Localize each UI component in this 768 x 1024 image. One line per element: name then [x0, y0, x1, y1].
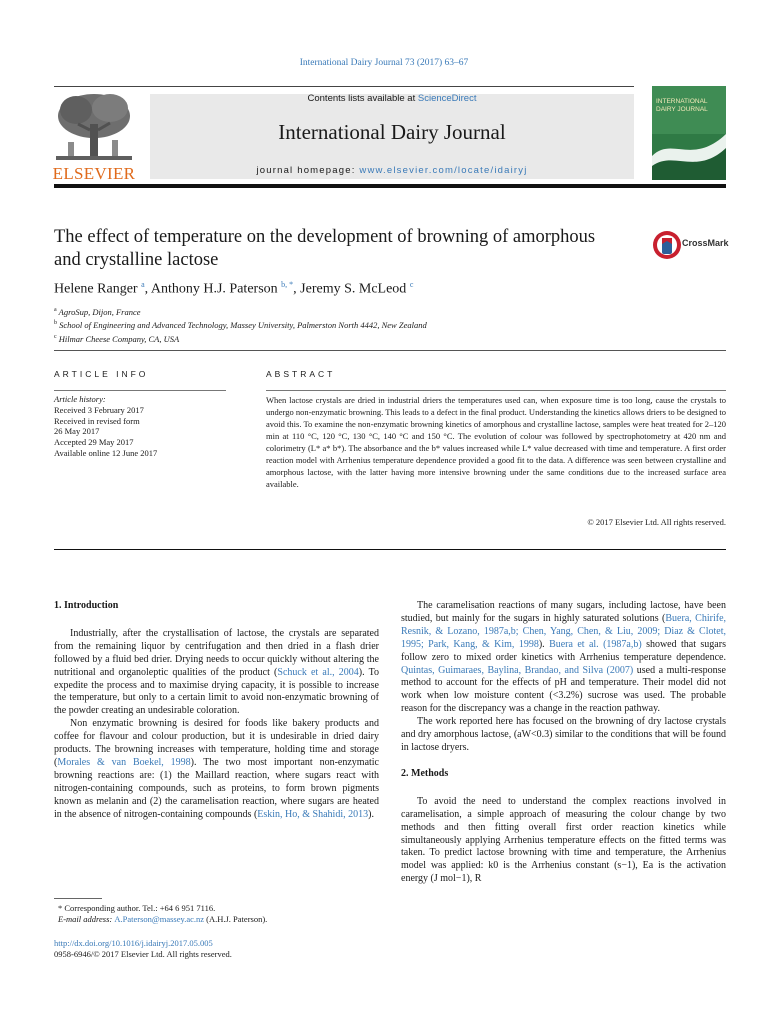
citation-link[interactable]: Schuck et al., 2004 [277, 666, 359, 678]
affiliation-item [54, 305, 427, 318]
corresponding-author-footnote [58, 903, 267, 925]
section-heading-methods: 2. Methods [401, 767, 449, 779]
elsevier-wordmark: ELSEVIER [52, 164, 136, 183]
crossmark-label[interactable]: CrossMark [682, 238, 729, 248]
crossmark-icon [652, 229, 682, 261]
email-label: E-mail address: [58, 914, 115, 924]
issn-copyright: 0958-6946/© 2017 Elsevier Ltd. All rights reserved. [54, 949, 232, 959]
affiliation-text: Hilmar Cheese Company, CA, USA [58, 333, 180, 344]
contents-line [150, 93, 634, 104]
email-link[interactable]: A.Paterson@massey.ac.nz [114, 914, 205, 924]
citation-link[interactable]: Morales & van Boekel, 1998 [57, 756, 191, 768]
section-heading-introduction: 1. Introduction [54, 600, 119, 611]
body-paragraph: To avoid the need to understand the complex reactions involved in caramelisation, a simple approach of measuring the colour change by two methods and then fitting overall first order reaction kinetics while simultaneously applying Arrhenius temperature effects on the fitted terms was taken. To predict lactose browning with time and temperature, the Arrhenius model was applied: k0 is the Arrhenius constant (s−1), Ea is the activation energy (J mol−1), R [401, 795, 726, 885]
footnote-rule [54, 898, 102, 899]
homepage-link[interactable]: www.elsevier.com/locate/idairyj [359, 165, 528, 176]
article-history [54, 394, 157, 459]
paragraph-text: The caramelisation reactions of many sugars, including lactose, have been studied, but mainly for the sugars in highly saturated solutions ( [401, 600, 726, 624]
author-separator: , [144, 281, 151, 297]
history-item: Accepted 29 May 2017 [54, 437, 134, 448]
paragraph-text: Non enzymatic browning is desired for foods like bakery products and coffee for flavour and colour production, but it is undesirable in dried dairy products. The browning increases with temperature, holding time and storage ( [54, 718, 379, 768]
history-item: 26 May 2017 [54, 426, 100, 437]
doi-link[interactable]: http://dx.doi.org/10.1016/j.idairyj.2017.05.005 [54, 938, 213, 948]
front-matter-divider [54, 549, 726, 550]
sciencedirect-link[interactable]: ScienceDirect [417, 93, 477, 104]
journal-citation[interactable]: International Dairy Journal 73 (2017) 63–67 [299, 58, 469, 68]
paragraph-text: ). [368, 808, 374, 820]
header-rule [54, 86, 634, 87]
history-label: Article history: [54, 394, 106, 404]
title-divider [54, 350, 726, 351]
author-name: Anthony H.J. Paterson [150, 281, 278, 297]
citation-link[interactable]: Eskin, Ho, & Shahidi, 2013 [257, 808, 369, 820]
article-info-heading: ARTICLE INFO [54, 369, 149, 379]
affiliation-text: School of Engineering and Advanced Technology, Massey University, Palmerston North 4442, New Zealand [59, 320, 427, 331]
affiliation-item [54, 318, 427, 331]
page-footer [54, 938, 232, 960]
body-paragraph [54, 628, 379, 718]
journal-cover-thumbnail[interactable] [652, 86, 726, 180]
author-name: Jeremy S. McLeod [300, 281, 407, 297]
cover-wave-graphic [652, 126, 726, 180]
cover-title: INTERNATIONAL DAIRY JOURNAL [656, 98, 708, 113]
paragraph-text: ). [538, 638, 550, 650]
affiliation-item [54, 332, 427, 345]
history-item: Received in revised form [54, 415, 140, 426]
author-separator: , [293, 281, 301, 297]
affiliation-text: AgroSup, Dijon, France [58, 306, 141, 317]
citation-link[interactable]: Buera, Chirife, Resnik, & Lozano, 1987a,b; Chen, Yang, Chen, & Liu, 2009; Diaz & Clotet, 1995; Park, Kang, & Kim, 1998 [401, 612, 727, 650]
email-suffix: (A.H.J. Paterson). [204, 914, 268, 924]
history-item: Available online 12 June 2017 [54, 447, 158, 458]
corresponding-author-line: * Corresponding author. Tel.: +64 6 951 7116. [58, 903, 216, 913]
author-name: Helene Ranger [54, 281, 138, 297]
author-list [54, 280, 413, 298]
body-column-right [401, 600, 726, 886]
header-thick-rule [54, 184, 726, 188]
homepage-prefix: journal homepage: [256, 165, 360, 176]
body-paragraph [401, 600, 726, 716]
paragraph-text: showed that sugars follow zero to mixed order kinetics with Arrhenius temperature dependence. [401, 638, 726, 663]
abstract-rule [266, 390, 726, 391]
author-affiliation-marker[interactable]: c [409, 280, 414, 289]
paragraph-text: Industrially, after the crystallisation of lactose, the crystals are separated from the remaining liquor by centrifugation and then dried in a flash drier followed by a fluid bed drier. Drying needs to occur quickly without altering the nutritional and organoleptic qualities of the product ( [54, 627, 379, 678]
article-title: The effect of temperature on the development of browning of amorphous and crystalline lactose [54, 227, 596, 270]
body-paragraph [54, 718, 379, 821]
citation-link[interactable]: Buera et al. (1987a,b) [549, 638, 642, 650]
affiliation-marker: a [54, 307, 57, 313]
article-info-rule [54, 390, 226, 391]
journal-title: International Dairy Journal [278, 120, 506, 144]
journal-homepage [150, 165, 634, 176]
abstract-heading: ABSTRACT [266, 369, 336, 379]
contents-prefix: Contents lists available at [307, 93, 418, 104]
abstract-copyright: © 2017 Elsevier Ltd. All rights reserved. [587, 517, 726, 527]
email-line [58, 914, 267, 925]
citation-link[interactable]: Quintas, Guimaraes, Baylina, Brandao, and Silva (2007) [401, 664, 634, 676]
abstract-text: When lactose crystals are dried in industrial driers the temperatures used can, when exposure time is too long, cause the crystals to undergo non-enzymatic browning. This leads to a defect in the final product. Understanding the kinetics allows driers to be designed to avoid this. To examine the non-enzymatic browning kinetics of amorphous and crystalline lactose, samples were heat treated for 2–120 min at 110 °C, 120 °C, 130 °C, 140 °C and 150 °C. The evolution of colour was followed by spectrophotometry at 420 nm and colorimetry (L* a* b*). The absorbance and the b* values increased while L* value decreased with time and temperature. A first order reaction model with Arrhenius temperature dependence provided a good fit to the data. A difference was seen between crystalline and amorphous lactose, with the latter having more intensive browning under the same conditions due to the increased surface area available. [266, 395, 726, 489]
author-affiliation-marker[interactable]: b, * [281, 280, 294, 289]
paragraph-text: ). To expedite the process and to maximise drying capacity, it is possible to increase the temperature, but only to a certain limit to avoid non-enzymatic browning of the powder creating an undesirable coloration. [54, 666, 379, 717]
affiliation-marker: b [54, 320, 57, 327]
affiliation-list [54, 305, 427, 345]
affiliation-marker: c [54, 333, 57, 340]
body-paragraph: The work reported here has focused on the browning of dry lactose crystals and dry amorphous lactose, (aW<0.3) similar to the conditions that will be found in lactose dryers. [401, 716, 726, 753]
body-column-left [54, 600, 379, 822]
author-affiliation-marker[interactable]: a [141, 280, 145, 289]
history-item: Received 3 February 2017 [54, 404, 144, 415]
paragraph-text: ). The two most important non-enzymatic browning reactions are: (1) the Maillard reaction, where sugars react with nitrogen-containing compounds, such as proteins, to form brown pigments known as melanin and (2) the caramelisation reaction, where sugars are heated in the absence of nitrogen-containing compounds ( [54, 756, 380, 820]
paragraph-text: used a multi-response method to account for the effects of pH and temperature. Their model did not work when low moisture content (<3.2%) sucrose was used. The probable reason for the discrepancy was a change in the reaction pathway. [401, 664, 726, 715]
